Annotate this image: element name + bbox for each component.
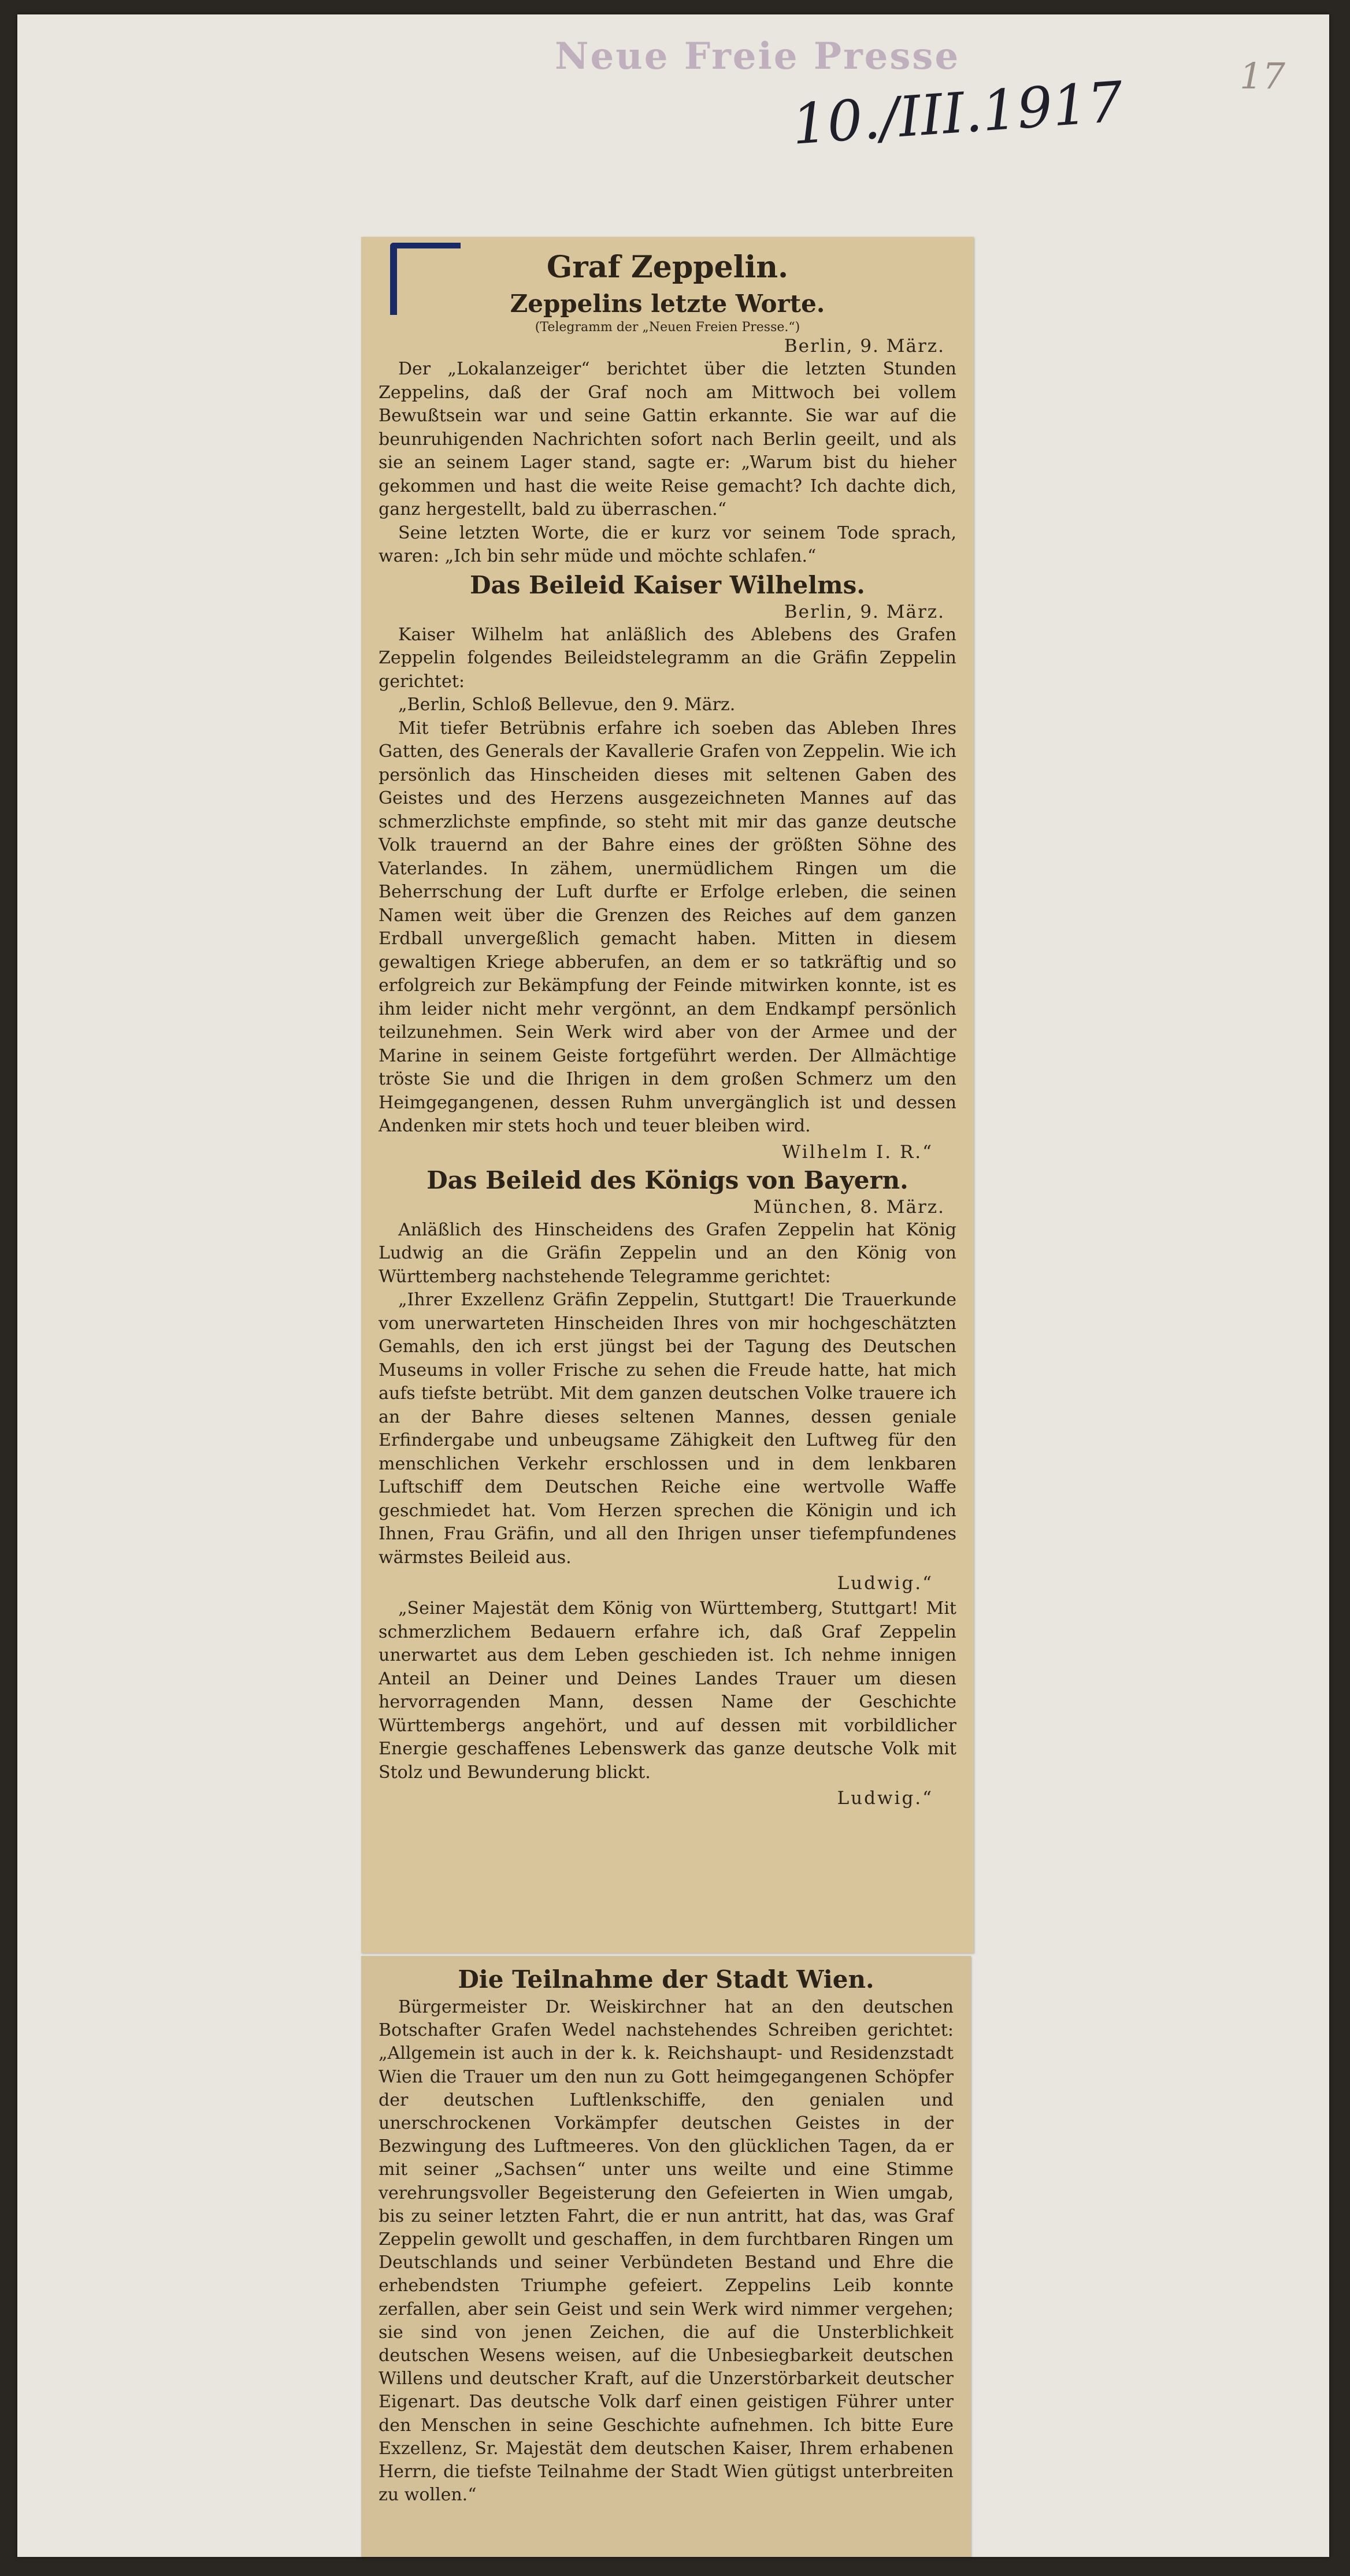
dateline-berlin-1: Berlin, 9. März. <box>784 336 945 357</box>
section-heading-last-words: Zeppelins letzte Worte. <box>510 289 825 318</box>
article-title: Graf Zeppelin. <box>546 250 789 285</box>
blue-pencil-bracket <box>390 243 461 315</box>
telegram-note: (Telegramm der „Neuen Freien Presse.“) <box>535 320 800 335</box>
section-heading-bavaria: Das Beileid des Königs von Bayern. <box>426 1165 908 1194</box>
paragraph: Bürgermeister Dr. Weiskirchner hat an den deutschen Botschafter Grafen Wedel nachstehendes Schreiben gerichtet: „Allgemein ist auch in der k. k. Reichshaupt- und Residenzstadt Wien die Trauer um den nun zu Gott heimgegangenen Schöpfer der deutschen Luftlenkschiffe, den genialen und unerschrockenen Vorkämpfer deutschen Geistes in der Bezwingung des Luftmeeres. Von den glücklichen Tagen, da er mit seiner „Sachsen“ unter uns weilte und eine Stimme verehrungsvoller Begeisterung den Gefeierten in Wien umgab, bis zu seiner letzten Fahrt, die er nun antritt, hat das, was Graf Zeppelin gewollt und geschaffen, in dem furchtbaren Ringen um Deutschlands und seiner Verbündeten Bestand und Ehre die erhebendsten Triumphe gefeiert. Zeppelins Leib konnte zerfallen, aber sein Geist und sein Werk wird nimmer vergehen; sie sind von jenen Zeichen, die auf die Unsterblichkeit deutschen Wesens weisen, auf die Unbesiegbarkeit deutschen Willens und deutscher Kraft, auf die Unzerstörbarkeit deutscher Eigenart. Das deutsche Volk darf einen geistigen Führer unter den Menschen in seine Geschichte aufnehmen. Ich bitte Eure Exzellenz, Sr. Majestät dem deutschen Kaiser, Ihrem erhabenen Herrn, die tiefste Teilnahme der Stadt Wien gütigst unterbreiten zu wollen.“ <box>379 1997 954 2506</box>
section-heading-vienna: Die Teilnahme der Stadt Wien. <box>458 1965 874 1994</box>
signature-wilhelm: Wilhelm I. R.“ <box>782 1141 933 1163</box>
paragraph: Seine letzten Worte, die er kurz vor seinem Tode sprach, waren: „Ich bin sehr müde und möchte schlafen.“ <box>379 522 956 566</box>
paragraph: Anläßlich des Hinscheidens des Grafen Zeppelin hat König Ludwig an die Gräfin Zeppelin und an den König von Württemberg nachstehende Telegramme gerichtet: <box>379 1219 956 1287</box>
newspaper-clipping-main <box>361 237 974 1953</box>
section-heading-kaiser: Das Beileid Kaiser Wilhelms. <box>470 570 865 599</box>
paragraph: „Seiner Majestät dem König von Württemberg, Stuttgart! Mit schmerzlichem Bedauern erfahre ich, daß Graf Zeppelin unerwartet aus dem Leben geschieden ist. Ich nehme innigen Anteil an Deiner und Deines Landes Trauer um diesen hervorragenden Mann, dessen Name der Geschichte Württembergs angehört, und auf dessen mit vorbildlicher Energie geschaffenes Lebenswerk das ganze deutsche Volk mit Stolz und Bewunderung blickt. <box>379 1598 956 1783</box>
paragraph: „Ihrer Exzellenz Gräfin Zeppelin, Stuttgart! Die Trauerkunde vom unerwarteten Hinscheiden Ihres von mir hochgeschätzten Gemahls, den ich erst jüngst bei der Tagung des Deutschen Museums in voller Frische zu sehen die Freude hatte, hat mich aufs tiefste betrübt. Mit dem ganzen deutschen Volke trauere ich an der Bahre dieses seltenen Mannes, dessen geniale Erfindergabe und unbeugsame Zähigkeit den Luftweg für den menschlichen Verkehr erschlossen und in dem lenkbaren Luftschiff dem Deutschen Reiche eine wertvolle Waffe geschmiedet hat. Vom Herzen sprechen die Königin und ich Ihnen, Frau Gräfin, und all den Ihrigen unser tiefempfundenes wärmstes Beileid aus. <box>379 1290 956 1568</box>
archive-number: 17 <box>1240 55 1285 97</box>
newspaper-stamp: Neue Freie Presse <box>555 35 960 78</box>
newspaper-clipping-vienna <box>361 1956 971 2557</box>
paragraph: Mit tiefer Betrübnis erfahre ich soeben das Ableben Ihres Gatten, des Generals der Kavallerie Grafen von Zeppelin. Wie ich persönlich das Hinscheiden dieses mit seltenen Gaben des Geistes und des Herzens ausgezeichneten Mannes auf das schmerzlichste empfinde, so steht mit mir das ganze deutsche Volk trauernd an der Bahre eines der größten Söhne des Vaterlandes. In zähem, unermüdlichem Ringen um die Beherrschung der Luft durfte er Erfolge erleben, die seinen Namen weit über die Grenzen des Reiches auf dem ganzen Erdball unvergeßlich gemacht haben. Mitten in diesem gewaltigen Kriege abberufen, an dem er so tatkräftig und so erfolgreich zur Bekämpfung der Feinde mitwirken konnte, ist es ihm leider nicht mehr vergönnt, an dem Endkampf persönlich teilzunehmen. Sein Werk wird aber von der Armee und der Marine in seinem Geiste fortgeführt werden. Der Allmächtige tröste Sie und die Ihrigen in dem großen Schmerz um den Heimgegangenen, dessen Ruhm unvergänglich ist und dessen Andenken mir stets hoch und teuer bleiben wird. <box>379 718 956 1136</box>
handwritten-date: 10./III.1917 <box>789 69 1125 157</box>
dateline-berlin-2: Berlin, 9. März. <box>784 601 945 622</box>
dateline-munich: München, 8. März. <box>753 1196 945 1218</box>
signature-ludwig-2: Ludwig.“ <box>837 1788 933 1809</box>
signature-ludwig-1: Ludwig.“ <box>837 1573 933 1594</box>
paragraph: Der „Lokalanzeiger“ berichtet über die letzten Stunden Zeppelins, daß der Graf noch am Mittwoch bei vollem Bewußtsein war und seine Gattin erkannte. Sie war auf die beunruhigenden Nachrichten sofort nach Berlin geeilt, und als sie an seinem Lager stand, sagte er: „Warum bist du hieher gekommen und hast die weite Reise gemacht? Ich dachte dich, ganz hergestellt, bald zu überraschen.“ <box>379 359 956 519</box>
paragraph: „Berlin, Schloß Bellevue, den 9. März. <box>398 695 736 715</box>
paragraph: Kaiser Wilhelm hat anläßlich des Ablebens des Grafen Zeppelin folgendes Beileidstelegramm an die Gräfin Zeppelin gerichtet: <box>379 624 956 692</box>
